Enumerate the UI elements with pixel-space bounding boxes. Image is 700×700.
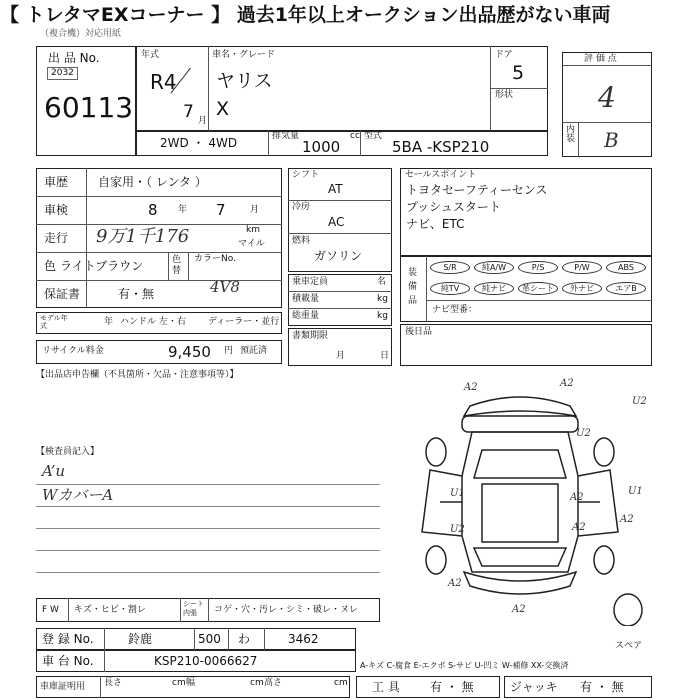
- banner-title: 【 トレタマEXコーナー 】 過去1年以上オークション出品歴がない車両: [0, 0, 700, 30]
- rear-right-tire: [594, 546, 614, 574]
- body-outline: [462, 432, 578, 572]
- shift-value: AT: [328, 182, 343, 196]
- year-era: R4: [150, 70, 177, 94]
- defects-items: キズ・ヒビ・割レ: [74, 605, 146, 615]
- weight-unit: kg: [377, 311, 388, 321]
- displacement-label: 排気量: [272, 131, 300, 141]
- registration-place: 鈴鹿: [128, 632, 153, 646]
- inspector-note-1: A’u: [42, 462, 66, 480]
- load-label: 積載量: [292, 294, 320, 304]
- defects-label: F W: [42, 605, 59, 615]
- recycle-unit: 円: [224, 346, 234, 356]
- color-code-value: 4V8: [210, 278, 240, 296]
- warranty-label: 保証書: [44, 287, 81, 301]
- damage-mark: U2: [576, 428, 591, 439]
- damage-mark: U2: [632, 396, 647, 407]
- rear-left-tire: [426, 546, 446, 574]
- certificate-label: 車庫証明用: [40, 682, 86, 692]
- docs-label: 書類期限: [292, 331, 329, 341]
- lot-stamp: 2032: [47, 67, 78, 80]
- aircon-value: AC: [328, 215, 345, 229]
- equipment-option: P/W: [562, 261, 602, 274]
- model-label: 車名・グレード: [212, 50, 276, 60]
- shape-label: 形状: [495, 90, 514, 100]
- seat-items: コゲ・穴・汚レ・シミ・破レ・ヌレ: [214, 605, 359, 615]
- roof-outline: [464, 397, 576, 416]
- tools-label: 工 具: [372, 680, 400, 694]
- sales-point-line-1: トヨタセーフティーセンス: [406, 183, 548, 197]
- tools-options: 有 ・ 無: [430, 680, 474, 694]
- sales-point-line-3: ナビ、ETC: [406, 217, 465, 231]
- equipment-option: 純ナビ: [474, 282, 514, 295]
- damage-mark: A2: [512, 604, 526, 615]
- spare-label: スペア: [615, 641, 643, 651]
- capacity-label: 乗車定員: [292, 277, 329, 287]
- rear-bumper: [464, 572, 576, 594]
- displacement-value: 1000: [302, 138, 341, 156]
- score-label: 評 価 点: [584, 54, 617, 64]
- inspection-year: 8: [148, 201, 158, 219]
- damage-mark: U2: [450, 524, 465, 535]
- handle-options: ハンドル 左・右: [120, 317, 186, 327]
- equipment-option: ABS: [606, 261, 646, 274]
- later-items-label: 後日品: [405, 327, 433, 337]
- damage-mark: A2: [448, 578, 462, 589]
- displacement-unit: cc: [350, 131, 360, 141]
- doors-label: ドア: [495, 50, 513, 60]
- inspection-year-unit: 年: [178, 205, 188, 215]
- drive-options: 2WD ・ 4WD: [160, 136, 238, 150]
- mileage-unit-km: km: [246, 225, 260, 235]
- equipment-option: エアB: [606, 282, 646, 295]
- doors-value: 5: [512, 62, 525, 84]
- certificate-height-unit: cm: [334, 678, 348, 688]
- roof-panel: [482, 484, 558, 542]
- front-left-tire: [426, 438, 446, 466]
- front-right-tire: [594, 438, 614, 466]
- damage-mark: U1: [628, 486, 643, 497]
- fuel-value: ガソリン: [314, 249, 363, 263]
- shift-label: シフト: [292, 170, 320, 180]
- model-year-unit: 年: [104, 317, 114, 327]
- history-options: 自家用・（ レンタ ）: [98, 175, 207, 189]
- inspection-month: 7: [216, 201, 226, 219]
- year-label: 年式: [141, 50, 160, 60]
- rear-window: [474, 548, 566, 566]
- warranty-options: 有・無: [118, 287, 155, 301]
- registration-class: 500: [198, 632, 221, 646]
- certificate-width: 幅: [186, 678, 196, 688]
- inspector-note-2: WカバーA: [42, 486, 114, 504]
- docs-month: 月: [336, 351, 346, 361]
- mileage-label: 走行: [44, 231, 69, 245]
- equipment-option: S/R: [430, 261, 470, 274]
- registration-kana: わ: [238, 632, 251, 646]
- dealer-options: ディーラー・並行: [208, 317, 280, 327]
- equipment-option: 純TV: [430, 282, 470, 295]
- inspection-label: 車検: [44, 203, 69, 217]
- model-year-label: モデル年式: [40, 314, 68, 330]
- interior-value: B: [604, 128, 619, 152]
- chassis-value: KSP210-0066627: [154, 654, 258, 668]
- recycle-label: リサイクル料金: [42, 346, 104, 356]
- type-label: 型式: [364, 131, 383, 141]
- capacity-unit: 名: [377, 277, 387, 287]
- load-unit: kg: [377, 294, 388, 304]
- year-month: 7: [183, 102, 194, 122]
- seat-label: シート内張: [183, 600, 204, 617]
- navi-model-label: ナビ型番：: [432, 305, 478, 315]
- inspection-month-unit: 月: [250, 205, 260, 215]
- year-month-unit: 月: [198, 116, 208, 126]
- repaint-label: 色替: [172, 255, 182, 276]
- equipment-option: 純A/W: [474, 261, 514, 274]
- docs-day: 日: [380, 351, 390, 361]
- jack-options: 有 ・ 無: [580, 680, 624, 694]
- history-label: 車歴: [44, 175, 69, 189]
- recycle-value: 9,450: [168, 343, 211, 361]
- aircon-label: 冷房: [292, 202, 311, 212]
- weight-label: 総重量: [292, 311, 320, 321]
- color-label: 色: [44, 259, 57, 273]
- model-grade: X: [216, 98, 230, 120]
- damage-mark: A2: [560, 378, 574, 389]
- damage-mark: A2: [572, 522, 586, 533]
- certificate-width-unit: cm: [250, 678, 264, 688]
- color-value: ライトブラウン: [60, 259, 144, 273]
- color-code-label: カラーNo.: [194, 254, 236, 264]
- chassis-label: 車 台 No.: [42, 654, 94, 668]
- equipment-option: P/S: [518, 261, 558, 274]
- interior-label: 内装: [566, 125, 576, 144]
- recycle-note: 預託済: [240, 346, 268, 356]
- equipment-label: 装備品: [408, 268, 418, 306]
- windshield-outline: [474, 450, 566, 478]
- inspector-label: 【検査員記入】: [36, 447, 100, 457]
- damage-legend: A-キズ C-腐食 E-エクボ S-サビ U-凹ミ W-補修 XX-交換済: [360, 661, 569, 670]
- mileage-unit-mile: マイル: [238, 239, 265, 249]
- fuel-label: 燃料: [292, 236, 311, 246]
- sales-point-label: セールスポイント: [405, 170, 477, 180]
- score-value: 4: [598, 81, 616, 114]
- registration-number: 3462: [288, 632, 319, 646]
- damage-mark: A2: [464, 382, 478, 393]
- certificate-height: 高さ: [264, 678, 283, 688]
- model-name: ヤリス: [216, 70, 273, 92]
- sales-point-line-2: プッシュスタート: [406, 200, 501, 214]
- car-damage-diagram: [400, 376, 660, 626]
- certificate-length: 長さ: [104, 678, 123, 688]
- declaration-label: 【出品店申告欄（不具箇所・欠品・注意事項等）】: [36, 370, 239, 380]
- spare-tire: [614, 594, 642, 626]
- equipment-option: 外ナビ: [562, 282, 602, 295]
- damage-mark: A2: [620, 514, 634, 525]
- jack-label: ジャッキ: [510, 680, 558, 694]
- lot-number: 60113: [44, 91, 134, 124]
- damage-mark: A2: [570, 492, 584, 503]
- registration-label: 登 録 No.: [42, 632, 94, 646]
- damage-mark: U1: [450, 488, 465, 499]
- type-value: 5BA -KSP210: [392, 138, 490, 156]
- mileage-value: 9万1千176: [96, 226, 190, 247]
- certificate-length-unit: cm: [172, 678, 186, 688]
- equipment-option: 革シート: [518, 282, 558, 295]
- form-caption: （複合機）対応用紙: [40, 29, 122, 39]
- later-items-box: [400, 324, 652, 366]
- lot-label: 出 品 No.: [48, 51, 100, 65]
- hood-rect: [462, 416, 578, 432]
